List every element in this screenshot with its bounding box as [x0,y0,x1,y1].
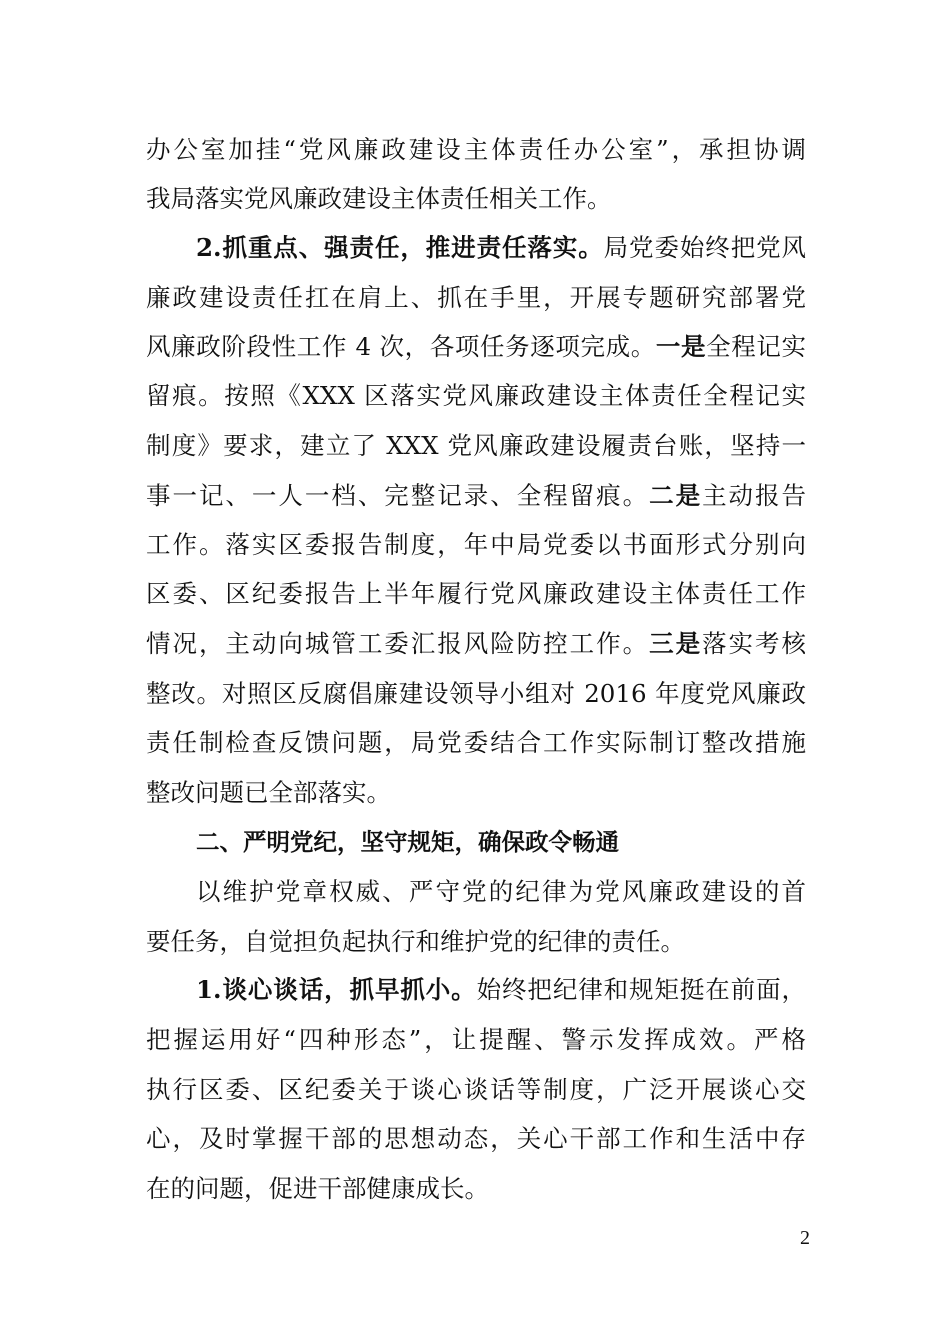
bold-lead-in: 2.抓重点、强责任，推进责任落实。 [196,233,604,262]
text-line: 工作。落实区委报告制度，年中局党委以书面形式分别向 [146,530,806,559]
text-line: 把握运用好“四种形态”，让提醒、警示发挥成效。严格 [146,1025,806,1054]
page-number: 2 [800,1227,810,1249]
text-span: 落实考核 [702,629,807,658]
text-line: 在的问题，促进干部健康成长。 [146,1174,489,1203]
paragraph-office-setup [146,134,806,218]
text-line: 整改问题已全部落实。 [146,778,391,807]
section-heading-2 [146,826,806,862]
text-line: 执行区委、区纪委关于谈心谈话等制度，广泛开展谈心交 [146,1075,806,1104]
text-line: 整改。对照区反腐倡廉建设领导小组对 2016 年度党风廉政 [146,679,806,708]
text-line [146,628,806,660]
text-span: 始终把纪律和规矩挺在前面， [476,975,807,1004]
bold-lead-in: 1.谈心谈话，抓早抓小。 [196,975,477,1004]
text-line: 我局落实党风廉政建设主体责任相关工作。 [146,184,612,213]
text-span: 风廉政阶段性工作 4 次，各项任务逐项完成。 [146,332,656,361]
text-line: 办公室加挂“党风廉政建设主体责任办公室”，承担协调 [146,135,806,164]
paragraph-responsibility [146,232,806,812]
text-line: 心，及时掌握干部的思想动态，关心干部工作和生活中存 [146,1124,806,1153]
section-heading-text: 二、严明党纪，坚守规矩，确保政令畅通 [196,828,619,856]
text-span: 情况，主动向城管工委汇报风险防控工作。 [146,629,650,658]
text-line [196,232,806,264]
text-line: 责任制检查反馈问题，局党委结合工作实际制订整改措施 [146,728,806,757]
paragraph-discipline [146,876,806,960]
paragraph-heart-talks [146,974,806,1206]
bold-marker: 一是 [655,332,707,361]
text-line: 廉政建设责任扛在肩上、抓在手里，开展专题研究部署党 [146,283,806,312]
text-line: 区委、区纪委报告上半年履行党风廉政建设主体责任工作 [146,579,806,608]
text-line: 留痕。按照《XXX 区落实党风廉政建设主体责任全程记实 [146,381,806,410]
text-span: 主动报告 [702,481,807,510]
bold-marker: 二是 [649,481,703,510]
bold-marker: 三是 [649,629,703,658]
text-line: 制度》要求，建立了 XXX 党风廉政建设履责台账，坚持一 [146,431,806,460]
text-line: 要任务，自觉担负起执行和维护党的纪律的责任。 [146,927,685,956]
text-span: 全程记实 [706,332,807,361]
text-span: 局党委始终把党风 [603,233,807,262]
text-line [146,331,806,363]
text-line: 以维护党章权威、严守党的纪律为党风廉政建设的首 [196,877,806,906]
text-line [146,480,806,512]
text-span: 事一记、一人一档、完整记录、全程留痕。 [146,481,650,510]
text-line [196,974,806,1006]
